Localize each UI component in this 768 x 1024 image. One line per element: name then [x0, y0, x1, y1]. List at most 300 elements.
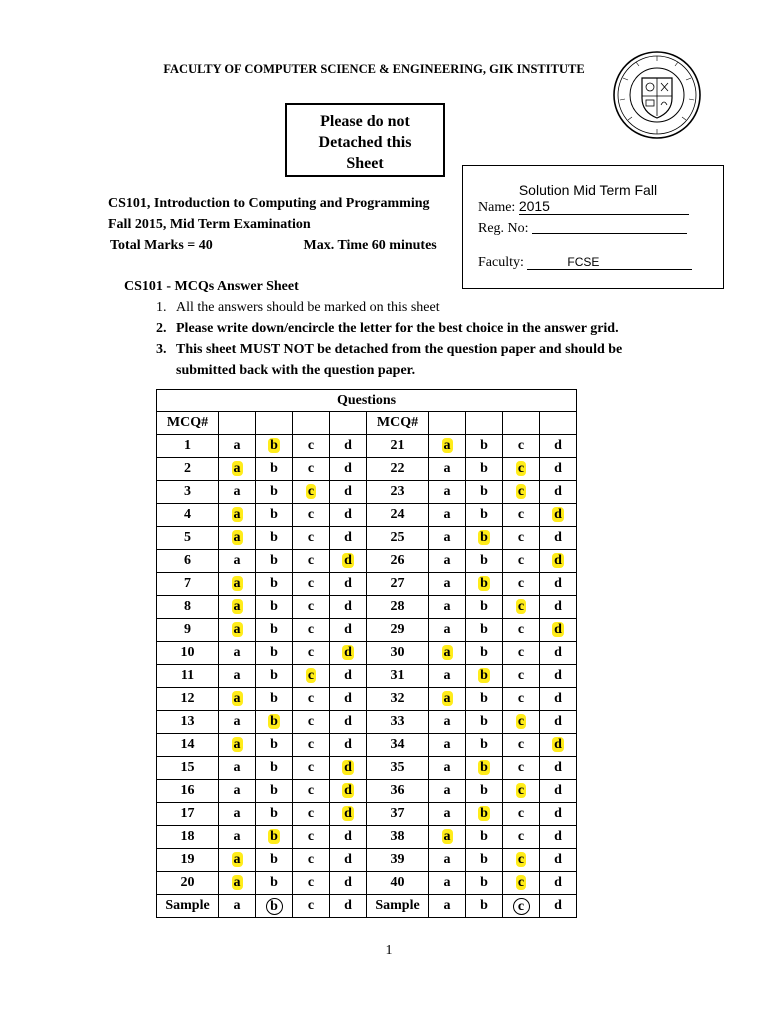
answer-option-cell[interactable] — [540, 849, 577, 872]
question-number: 25 — [367, 527, 429, 550]
answer-option: b — [480, 553, 488, 568]
selected-answer-option: d — [554, 553, 562, 568]
answer-option-cell[interactable] — [293, 665, 330, 688]
answer-option: b — [270, 645, 278, 660]
answer-option: a — [443, 668, 451, 683]
answer-option-cell[interactable] — [330, 803, 367, 826]
answer-option-cell[interactable] — [540, 573, 577, 596]
option-column-header — [293, 412, 330, 435]
answer-option-cell[interactable] — [540, 665, 577, 688]
answer-option-cell[interactable] — [540, 504, 577, 527]
answer-option-cell[interactable] — [330, 435, 367, 458]
name-label: Name: — [478, 200, 516, 215]
answer-option-cell[interactable] — [219, 665, 256, 688]
answer-option-cell[interactable] — [256, 642, 293, 665]
answer-option: d — [554, 829, 562, 844]
table-row — [157, 711, 577, 734]
answer-option: d — [344, 461, 352, 476]
answer-option: d — [344, 668, 352, 683]
answer-option: d — [554, 484, 562, 499]
selected-answer-option: c — [307, 668, 315, 683]
answer-option-cell[interactable] — [219, 619, 256, 642]
answer-option: b — [480, 484, 488, 499]
table-row — [157, 688, 577, 711]
answer-option-cell[interactable] — [219, 872, 256, 895]
answer-option: a — [443, 852, 451, 867]
answer-option-cell[interactable] — [503, 573, 540, 596]
answer-option-cell[interactable] — [256, 619, 293, 642]
answer-option-cell[interactable] — [293, 803, 330, 826]
table-row — [157, 619, 577, 642]
answer-option: b — [480, 783, 488, 798]
answer-option-cell[interactable] — [330, 780, 367, 803]
answer-option-cell[interactable] — [330, 872, 367, 895]
answer-option-cell[interactable] — [256, 849, 293, 872]
answer-option: a — [443, 760, 451, 775]
answer-option-cell[interactable] — [293, 573, 330, 596]
answer-option-cell[interactable] — [466, 826, 503, 849]
answer-option-cell[interactable] — [256, 527, 293, 550]
answer-option-cell[interactable] — [429, 757, 466, 780]
answer-option-cell[interactable] — [293, 826, 330, 849]
answer-option-cell[interactable] — [330, 619, 367, 642]
answer-option-cell[interactable] — [540, 780, 577, 803]
answer-option-cell[interactable] — [429, 596, 466, 619]
answer-option-cell[interactable] — [466, 688, 503, 711]
question-number: 40 — [367, 872, 429, 895]
answer-option-cell[interactable] — [466, 596, 503, 619]
answer-option-cell[interactable] — [540, 642, 577, 665]
answer-option: d — [554, 783, 562, 798]
answer-option-cell[interactable] — [219, 757, 256, 780]
answer-option-cell[interactable] — [293, 619, 330, 642]
answer-option-cell[interactable] — [293, 458, 330, 481]
table-row — [157, 596, 577, 619]
answer-option-cell[interactable] — [540, 458, 577, 481]
question-number: 38 — [367, 826, 429, 849]
answer-option-cell[interactable] — [330, 481, 367, 504]
answer-option-cell[interactable] — [503, 688, 540, 711]
answer-option-cell[interactable] — [466, 734, 503, 757]
answer-option: c — [307, 576, 315, 591]
answer-option: b — [270, 530, 278, 545]
reg-label: Reg. No: — [478, 221, 529, 236]
answer-option: d — [554, 530, 562, 545]
answer-option-cell[interactable] — [256, 734, 293, 757]
answer-option: c — [307, 691, 315, 706]
answer-option-cell[interactable] — [330, 665, 367, 688]
selected-answer-option: c — [517, 875, 525, 890]
answer-option-cell[interactable] — [540, 803, 577, 826]
answer-option: d — [554, 576, 562, 591]
answer-option-cell[interactable] — [256, 458, 293, 481]
answer-option-cell[interactable] — [466, 642, 503, 665]
answer-option-cell[interactable] — [503, 665, 540, 688]
question-number: 11 — [157, 665, 219, 688]
question-number: 31 — [367, 665, 429, 688]
answer-option-cell[interactable] — [293, 550, 330, 573]
answer-option-cell[interactable] — [503, 550, 540, 573]
student-info-box — [462, 165, 724, 289]
answer-option: c — [307, 530, 315, 545]
answer-option: a — [233, 714, 241, 729]
answer-option-cell[interactable] — [219, 780, 256, 803]
sample-option: c — [307, 898, 315, 913]
answer-option: c — [307, 507, 315, 522]
answer-option: a — [443, 599, 451, 614]
answer-option-cell[interactable] — [503, 711, 540, 734]
answer-option: c — [307, 806, 315, 821]
answer-option-cell[interactable] — [256, 596, 293, 619]
question-number: 1 — [157, 435, 219, 458]
answer-option: a — [443, 484, 451, 499]
answer-option-cell[interactable] — [540, 711, 577, 734]
answer-option-cell[interactable] — [429, 573, 466, 596]
answer-option-cell[interactable] — [503, 826, 540, 849]
sample-option-cell — [219, 895, 256, 918]
answer-option: c — [307, 553, 315, 568]
question-number: 8 — [157, 596, 219, 619]
answer-option: d — [344, 714, 352, 729]
answer-option-cell[interactable] — [429, 665, 466, 688]
selected-answer-option: c — [517, 484, 525, 499]
answer-option-cell[interactable] — [256, 435, 293, 458]
answer-option: c — [517, 645, 525, 660]
answer-option-cell[interactable] — [429, 550, 466, 573]
answer-option-cell[interactable] — [540, 550, 577, 573]
question-number: 33 — [367, 711, 429, 734]
selected-answer-option: c — [517, 852, 525, 867]
answer-option-cell[interactable] — [219, 504, 256, 527]
selected-answer-option: d — [554, 622, 562, 637]
answer-option-cell[interactable] — [293, 481, 330, 504]
selected-answer-option: a — [443, 645, 451, 660]
answer-option-cell[interactable] — [330, 596, 367, 619]
answer-option-cell[interactable] — [540, 826, 577, 849]
selected-answer-option: a — [233, 576, 241, 591]
selected-answer-option: d — [554, 507, 562, 522]
table-row — [157, 550, 577, 573]
table-row — [157, 435, 577, 458]
answer-option-cell[interactable] — [293, 872, 330, 895]
answer-option: d — [554, 875, 562, 890]
question-number: 35 — [367, 757, 429, 780]
answer-option-cell[interactable] — [540, 734, 577, 757]
selected-answer-option: b — [480, 760, 488, 775]
answer-option: c — [307, 875, 315, 890]
answer-option-cell[interactable] — [429, 642, 466, 665]
answer-option-cell[interactable] — [293, 596, 330, 619]
question-number: 39 — [367, 849, 429, 872]
answer-option-cell[interactable] — [466, 550, 503, 573]
answer-option-cell[interactable] — [330, 642, 367, 665]
answer-option-cell[interactable] — [330, 550, 367, 573]
answer-option-cell[interactable] — [466, 573, 503, 596]
answer-option: c — [517, 829, 525, 844]
answer-option-cell[interactable] — [330, 734, 367, 757]
answer-option-cell[interactable] — [466, 458, 503, 481]
answer-option-cell[interactable] — [503, 734, 540, 757]
answer-option-cell[interactable] — [503, 458, 540, 481]
answer-option: a — [443, 461, 451, 476]
answer-option-cell[interactable] — [503, 596, 540, 619]
answer-option-cell[interactable] — [503, 803, 540, 826]
answer-option-cell[interactable] — [256, 711, 293, 734]
answer-option-cell[interactable] — [256, 826, 293, 849]
answer-option-cell[interactable] — [540, 619, 577, 642]
answer-option-cell[interactable] — [293, 527, 330, 550]
answer-option-cell[interactable] — [540, 527, 577, 550]
answer-option-cell[interactable] — [256, 872, 293, 895]
question-number: 34 — [367, 734, 429, 757]
answer-option-cell[interactable] — [219, 435, 256, 458]
answer-option-cell[interactable] — [219, 688, 256, 711]
answer-option-cell[interactable] — [293, 780, 330, 803]
answer-option-cell[interactable] — [256, 481, 293, 504]
answer-option-cell[interactable] — [256, 573, 293, 596]
selected-answer-option: b — [480, 668, 488, 683]
answer-option: b — [270, 783, 278, 798]
answer-option-cell[interactable] — [466, 619, 503, 642]
answer-option-cell[interactable] — [219, 849, 256, 872]
answer-option-cell[interactable] — [429, 481, 466, 504]
answer-option-cell[interactable] — [429, 734, 466, 757]
sample-row — [157, 895, 577, 918]
answer-option-cell[interactable] — [219, 596, 256, 619]
selected-answer-option: a — [233, 737, 241, 752]
answer-option-cell[interactable] — [540, 688, 577, 711]
answer-option-cell[interactable] — [330, 826, 367, 849]
answer-option-cell[interactable] — [429, 435, 466, 458]
answer-option-cell[interactable] — [540, 596, 577, 619]
answer-option-cell[interactable] — [330, 688, 367, 711]
answer-option-cell[interactable] — [330, 711, 367, 734]
answer-option-cell[interactable] — [293, 435, 330, 458]
answer-option: c — [307, 760, 315, 775]
answer-option: d — [554, 806, 562, 821]
answer-option: c — [517, 553, 525, 568]
question-number: 32 — [367, 688, 429, 711]
answer-option-cell[interactable] — [256, 780, 293, 803]
answer-option-cell[interactable] — [293, 504, 330, 527]
answer-option-cell[interactable] — [503, 619, 540, 642]
answer-option: c — [307, 622, 315, 637]
answer-option-cell[interactable] — [466, 849, 503, 872]
answer-option-cell[interactable] — [503, 435, 540, 458]
sample-option-cell — [540, 895, 577, 918]
max-time: Max. Time 60 minutes — [303, 238, 437, 253]
question-number: 6 — [157, 550, 219, 573]
answer-option: d — [344, 576, 352, 591]
page-number: 1 — [385, 943, 393, 958]
sample-option-cell — [466, 895, 503, 918]
answer-option: b — [270, 599, 278, 614]
answer-option-cell[interactable] — [219, 642, 256, 665]
answer-option: c — [307, 737, 315, 752]
answer-option: a — [443, 507, 451, 522]
answer-option-cell[interactable] — [293, 688, 330, 711]
sample-option-cell — [293, 895, 330, 918]
answer-option-cell[interactable] — [466, 504, 503, 527]
answer-option-cell[interactable] — [429, 619, 466, 642]
answer-option-cell[interactable] — [330, 527, 367, 550]
answer-option-cell[interactable] — [293, 642, 330, 665]
answer-option-cell[interactable] — [429, 527, 466, 550]
answer-option: a — [443, 576, 451, 591]
answer-option-cell[interactable] — [219, 458, 256, 481]
selected-answer-option: d — [344, 645, 352, 660]
selected-answer-option: a — [443, 438, 451, 453]
answer-option: c — [307, 461, 315, 476]
answer-option-cell[interactable] — [256, 550, 293, 573]
answer-option: b — [270, 691, 278, 706]
answer-option: d — [554, 668, 562, 683]
answer-option: a — [443, 530, 451, 545]
answer-option-cell[interactable] — [219, 803, 256, 826]
answer-option: b — [480, 875, 488, 890]
instruction-item: 2. Please write down/encircle the letter for the best choice in the answer grid. — [170, 318, 676, 339]
answer-option-cell[interactable] — [219, 711, 256, 734]
answer-option-cell[interactable] — [466, 803, 503, 826]
answer-option: b — [480, 599, 488, 614]
answer-option-cell[interactable] — [219, 734, 256, 757]
table-row — [157, 573, 577, 596]
answer-option-cell[interactable] — [466, 872, 503, 895]
answer-option: b — [270, 806, 278, 821]
answer-option: c — [517, 507, 525, 522]
faculty-field[interactable]: FCSE — [527, 255, 692, 270]
reg-field[interactable] — [532, 219, 687, 234]
answer-option-cell[interactable] — [466, 481, 503, 504]
answer-option-cell[interactable] — [466, 527, 503, 550]
answer-option: b — [480, 691, 488, 706]
answer-option-cell[interactable] — [429, 711, 466, 734]
answer-option-cell[interactable] — [293, 849, 330, 872]
table-row — [157, 826, 577, 849]
answer-option: d — [344, 484, 352, 499]
answer-option-cell[interactable] — [503, 780, 540, 803]
answer-option-cell[interactable] — [503, 527, 540, 550]
answer-option-cell[interactable] — [256, 688, 293, 711]
table-row — [157, 849, 577, 872]
answer-option: b — [480, 645, 488, 660]
sample-option: d — [344, 898, 352, 913]
answer-option-cell[interactable] — [503, 872, 540, 895]
instruction-item: 3. This sheet MUST NOT be detached from the question paper and should be submitted back with the question paper. — [170, 339, 676, 381]
answer-option-cell[interactable] — [256, 803, 293, 826]
selected-answer-option: a — [233, 852, 241, 867]
question-number: 19 — [157, 849, 219, 872]
answer-option: d — [554, 645, 562, 660]
table-row — [157, 527, 577, 550]
answer-option-cell[interactable] — [540, 757, 577, 780]
answer-option-cell[interactable] — [330, 458, 367, 481]
question-number: 9 — [157, 619, 219, 642]
answer-option: b — [480, 737, 488, 752]
answer-option-cell[interactable] — [503, 481, 540, 504]
question-number: 27 — [367, 573, 429, 596]
course-info — [108, 193, 435, 256]
answer-option-cell[interactable] — [503, 642, 540, 665]
answer-option-cell[interactable] — [256, 757, 293, 780]
answer-option-cell[interactable] — [503, 757, 540, 780]
answer-option: d — [554, 852, 562, 867]
faculty-label: Faculty: — [478, 255, 524, 270]
answer-option-cell[interactable] — [219, 573, 256, 596]
answer-option-cell[interactable] — [256, 504, 293, 527]
answer-option: c — [307, 852, 315, 867]
sample-option: b — [480, 898, 488, 913]
answer-option-cell[interactable] — [503, 849, 540, 872]
answer-option-cell[interactable] — [503, 504, 540, 527]
selected-answer-option: c — [517, 783, 525, 798]
answer-option: a — [233, 645, 241, 660]
sample-circled-option: c — [513, 898, 530, 915]
answer-option: d — [344, 599, 352, 614]
answer-option-cell[interactable] — [429, 803, 466, 826]
selected-answer-option: d — [344, 553, 352, 568]
answer-option-cell[interactable] — [219, 481, 256, 504]
answer-option-cell[interactable] — [466, 780, 503, 803]
answer-option-cell[interactable] — [429, 504, 466, 527]
table-row — [157, 481, 577, 504]
sample-option-cell — [256, 895, 293, 918]
mcq-column-header: MCQ# — [367, 412, 429, 435]
answer-option-cell[interactable] — [293, 734, 330, 757]
answer-option-cell[interactable] — [429, 872, 466, 895]
sample-option-cell — [503, 895, 540, 918]
answer-option: c — [517, 576, 525, 591]
answer-option: d — [554, 599, 562, 614]
notice-line: Detached this — [318, 134, 412, 151]
answer-option-cell[interactable] — [219, 550, 256, 573]
answer-option-cell[interactable] — [540, 872, 577, 895]
answer-option-cell[interactable] — [429, 780, 466, 803]
answer-option-cell[interactable] — [466, 711, 503, 734]
answer-option: b — [270, 461, 278, 476]
answer-option: a — [233, 484, 241, 499]
answer-option-cell[interactable] — [219, 826, 256, 849]
answer-option-cell[interactable] — [219, 527, 256, 550]
answer-option: b — [480, 507, 488, 522]
answer-option-cell[interactable] — [466, 757, 503, 780]
answer-option-cell[interactable] — [429, 688, 466, 711]
answer-option-cell[interactable] — [293, 757, 330, 780]
answer-option-cell[interactable] — [540, 481, 577, 504]
answer-option: d — [554, 691, 562, 706]
answer-option: c — [307, 783, 315, 798]
answer-option-cell[interactable] — [256, 665, 293, 688]
answer-option-cell[interactable] — [293, 711, 330, 734]
answer-option-cell[interactable] — [330, 849, 367, 872]
answer-option: c — [307, 438, 315, 453]
name-field[interactable]: Solution Mid Term Fall 2015 — [519, 182, 689, 215]
answer-option: a — [233, 829, 241, 844]
answer-option: a — [233, 806, 241, 821]
answer-option-cell[interactable] — [429, 849, 466, 872]
answer-option-cell[interactable] — [330, 757, 367, 780]
answer-option-cell[interactable] — [429, 826, 466, 849]
answer-option: c — [307, 645, 315, 660]
answer-option-cell[interactable] — [466, 435, 503, 458]
answer-option-cell[interactable] — [330, 504, 367, 527]
answer-option: b — [480, 438, 488, 453]
answer-option-cell[interactable] — [429, 458, 466, 481]
answer-option: a — [443, 622, 451, 637]
answer-option-cell[interactable] — [330, 573, 367, 596]
answer-option-cell[interactable] — [466, 665, 503, 688]
answer-option-cell[interactable] — [540, 435, 577, 458]
